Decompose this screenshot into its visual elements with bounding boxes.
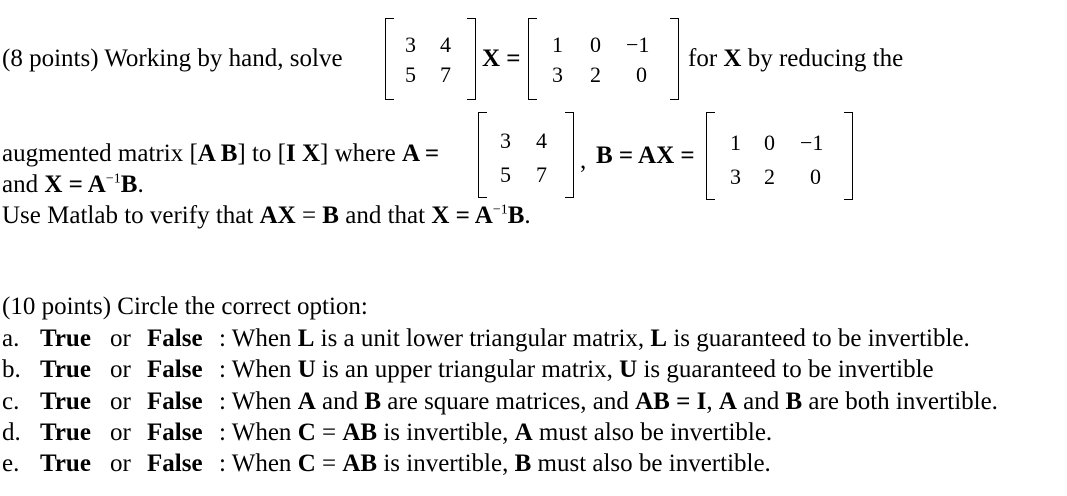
period: . [524, 202, 531, 229]
b-equals-ax [596, 143, 695, 168]
option-item [2, 420, 772, 445]
statement-variable: A [718, 388, 737, 415]
line2-start: augmented matrix [ [2, 140, 198, 167]
option-letter: a. [2, 325, 20, 352]
comma-sep: , [580, 147, 587, 174]
line4-start: Use Matlab to verify that [2, 202, 254, 229]
statement-text: = [315, 450, 343, 477]
matrix-cell: 0 [590, 32, 601, 57]
statement-variable: A [297, 388, 316, 415]
matrix-cell: 7 [536, 162, 547, 187]
matrix-b-second [706, 112, 852, 198]
option-statement [219, 419, 772, 446]
statement-variable: B [785, 388, 803, 415]
x-equals-text: X = [482, 45, 521, 72]
or-word: or [110, 388, 131, 415]
statement-text: is a unit lower triangular matrix, [314, 325, 651, 352]
problem1-line4 [2, 203, 531, 228]
for-x-text [688, 46, 903, 71]
matrix-a-first [385, 18, 475, 98]
matrix-b-first [528, 18, 678, 98]
statement-variable: L [297, 325, 315, 352]
problem1-line2 [2, 141, 439, 166]
problem2-intro: (10 points) Circle the correct option: [2, 293, 368, 320]
true-choice[interactable]: True [40, 325, 91, 352]
statement-text: and [315, 388, 365, 415]
option-item [2, 389, 998, 414]
statement-variable: A [514, 419, 533, 446]
statement-text: is guaranteed to be invertible [637, 356, 934, 383]
b-var: B [507, 202, 525, 229]
statement-variable: C [297, 450, 316, 477]
and-that: and that [345, 202, 426, 229]
matrix-cell: 3 [405, 32, 416, 57]
option-statement [219, 356, 934, 383]
false-choice[interactable]: False [147, 419, 203, 446]
statement-variable: AB = I [635, 388, 707, 415]
matrix-cell: 4 [536, 128, 547, 153]
statement-variable: U [619, 356, 638, 383]
statement-text: must also be invertible. [532, 419, 773, 446]
statement-text: must also be invertible. [531, 450, 771, 477]
statement-text: and [736, 388, 786, 415]
statement-variable: B [514, 450, 532, 477]
matrix-cell: 1 [552, 32, 563, 57]
x-variable: X [723, 45, 742, 72]
option-letter: d. [2, 419, 21, 446]
x-equals-label [482, 46, 521, 71]
matrix-cell: −1 [626, 32, 650, 57]
by-reducing-text: by reducing the [747, 45, 904, 72]
statement-text: : When [219, 388, 298, 415]
statement-variable: C [297, 419, 316, 446]
option-letter: c. [2, 388, 20, 415]
statement-text: : When [219, 325, 298, 352]
false-choice[interactable]: False [147, 450, 203, 477]
statement-variable: L [650, 325, 668, 352]
matrix-cell: 0 [764, 130, 775, 155]
or-word: or [110, 450, 131, 477]
matrix-cell: 2 [764, 164, 775, 189]
option-item [2, 326, 970, 351]
statement-text: is an upper triangular matrix, [315, 356, 620, 383]
statement-text: , [706, 388, 719, 415]
matrix-cell: −1 [800, 130, 824, 155]
matrix-cell: 0 [636, 62, 647, 87]
inverse-sup: −1 [492, 202, 508, 218]
statement-text: is guaranteed to be invertible. [667, 325, 970, 352]
statement-variable: AB [342, 419, 378, 446]
or-word: or [110, 356, 131, 383]
statement-text: = [315, 419, 343, 446]
b-var: B [120, 171, 138, 198]
or-word: or [110, 325, 131, 352]
statement-text: is invertible, [377, 419, 515, 446]
x-equals-a: X = A [44, 171, 106, 198]
matrix-cell: 3 [500, 128, 511, 153]
x-equals-a: X = A [431, 202, 493, 229]
and-word: and [2, 171, 39, 198]
inverse-sup: −1 [105, 171, 121, 187]
matrix-cell: 5 [500, 162, 511, 187]
matrix-cell: 7 [440, 62, 451, 87]
matrix-cell: 0 [810, 164, 821, 189]
false-choice[interactable]: False [147, 388, 203, 415]
ix-bold: I X [285, 140, 321, 167]
true-choice[interactable]: True [40, 419, 91, 446]
false-choice[interactable]: False [147, 325, 203, 352]
matrix-cell: 1 [730, 130, 741, 155]
statement-text: : When [219, 450, 298, 477]
false-choice[interactable]: False [147, 356, 203, 383]
ax-var: AX [259, 202, 296, 229]
statement-variable: AB [342, 450, 378, 477]
matrix-cell: 3 [552, 62, 563, 87]
option-letter: e. [2, 450, 20, 477]
line2-end: ] where [320, 140, 396, 167]
for-word: for [688, 45, 718, 72]
matrix-cell: 3 [730, 164, 741, 189]
true-choice[interactable]: True [40, 450, 91, 477]
statement-text: is invertible, [377, 450, 515, 477]
b-eq-ax-text: B = AX = [596, 142, 695, 169]
option-item [2, 357, 934, 382]
or-word: or [110, 419, 131, 446]
option-letter: b. [2, 356, 21, 383]
equals: = [301, 202, 317, 229]
statement-variable: U [297, 356, 316, 383]
option-statement [219, 325, 970, 352]
statement-text: : When [219, 356, 298, 383]
line2-mid: ] to [ [237, 140, 286, 167]
matrix-cell: 2 [590, 62, 601, 87]
matrix-cell: 5 [405, 62, 416, 87]
statement-variable: B [364, 388, 382, 415]
true-choice[interactable]: True [40, 388, 91, 415]
true-choice[interactable]: True [40, 356, 91, 383]
problem1-intro: (8 points) Working by hand, solve [2, 45, 343, 72]
option-statement [219, 450, 771, 477]
problem1-line3 [2, 172, 144, 197]
matrix-a-second [478, 112, 573, 196]
option-statement [219, 388, 998, 415]
b-var: B [322, 202, 339, 229]
matrix-cell: 4 [440, 32, 451, 57]
statement-text: are both invertible. [802, 388, 998, 415]
period: . [137, 171, 144, 198]
option-item [2, 451, 771, 476]
statement-text: are square matrices, and [381, 388, 636, 415]
ab-bold: A B [197, 140, 238, 167]
a-equals: A = [401, 140, 440, 167]
statement-text: : When [219, 419, 298, 446]
